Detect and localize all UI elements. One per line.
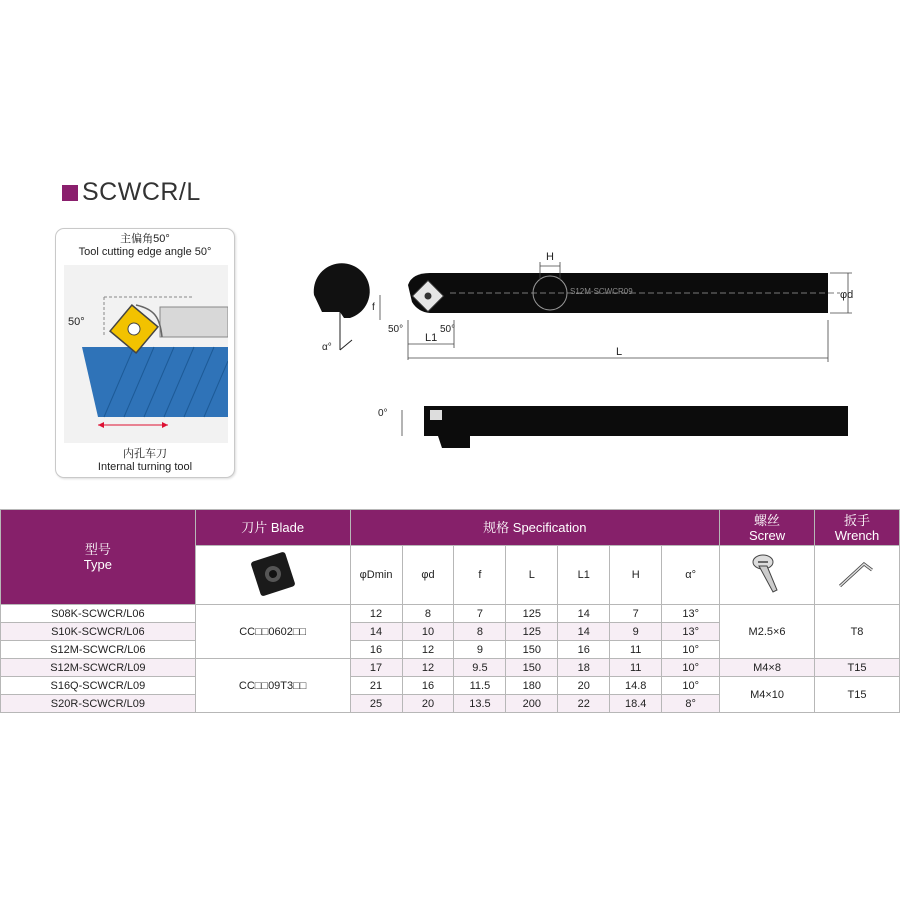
header-spec: 规格 Specification <box>350 510 720 546</box>
spec-cell: 9 <box>610 623 662 641</box>
blade-insert-icon <box>245 549 301 599</box>
screw-icon <box>747 552 787 596</box>
table-row <box>1 605 900 623</box>
label-L1: L1 <box>425 332 438 344</box>
col-header-4: L1 <box>558 546 610 605</box>
workpiece-shape <box>82 347 228 417</box>
spec-cell: 14 <box>558 605 610 623</box>
bar-side-view <box>468 406 848 436</box>
type-cell: S10K-SCWCR/L06 <box>1 623 196 641</box>
tool-drawing <box>300 240 900 470</box>
title-marker <box>62 185 78 201</box>
spec-cell: 8 <box>402 605 454 623</box>
screw-cell: M4×8 <box>720 659 815 677</box>
info-bottom-cn: 内孔车刀 <box>123 448 167 460</box>
header-blade: 刀片 Blade <box>195 510 350 546</box>
header-screw-en: Screw <box>748 527 786 543</box>
screw-cell: M2.5×6 <box>720 605 815 659</box>
col-header-2: f <box>454 546 506 605</box>
spec-cell: 13° <box>662 623 720 641</box>
table-row <box>1 677 900 695</box>
wrench-image-cell <box>815 546 900 605</box>
spec-cell: 13.5 <box>454 695 506 713</box>
diagram-shank <box>160 307 228 337</box>
insert-icon <box>110 305 158 353</box>
info-top-caption <box>56 233 234 259</box>
feed-arrow-head-right <box>162 422 168 428</box>
spec-cell: 7 <box>610 605 662 623</box>
spec-cell: 12 <box>402 641 454 659</box>
header-wrench-en: Wrench <box>834 527 880 543</box>
info-top-cn: 主偏角50° <box>120 233 170 245</box>
info-card <box>55 228 235 478</box>
header-screw <box>720 510 815 546</box>
col-header-5: H <box>610 546 662 605</box>
spec-cell: 25 <box>350 695 402 713</box>
spec-cell: 14 <box>558 623 610 641</box>
side-insert <box>430 410 442 420</box>
col-header-3: L <box>506 546 558 605</box>
spec-cell: 20 <box>558 677 610 695</box>
blade-image-cell <box>195 546 350 605</box>
spec-cell: 16 <box>558 641 610 659</box>
header-type-cn: 型号 <box>84 542 111 557</box>
header-type-en: Type <box>83 557 112 572</box>
label-L: L <box>616 346 623 358</box>
spec-cell: 7 <box>454 605 506 623</box>
spec-cell: 21 <box>350 677 402 695</box>
label-f: f <box>372 302 375 313</box>
spec-cell: 10 <box>402 623 454 641</box>
spec-cell: 125 <box>506 605 558 623</box>
spec-cell: 10° <box>662 659 720 677</box>
screw-cell: M4×10 <box>720 677 815 713</box>
spec-cell: 18 <box>558 659 610 677</box>
spec-cell: 22 <box>558 695 610 713</box>
col-header-6: α° <box>662 546 720 605</box>
spec-cell: 17 <box>350 659 402 677</box>
label-50-left: 50° <box>388 324 404 335</box>
spec-cell: 200 <box>506 695 558 713</box>
alpha-line <box>340 340 352 350</box>
header-wrench-cn: 扳手 <box>843 512 870 528</box>
cutting-diagram <box>64 265 228 443</box>
header-wrench <box>815 510 900 546</box>
wrench-cell: T8 <box>815 605 900 659</box>
type-cell: S20R-SCWCR/L09 <box>1 695 196 713</box>
section-title <box>62 178 201 207</box>
blade-cell: CC□□09T3□□ <box>195 659 350 713</box>
wrench-cell: T15 <box>815 677 900 713</box>
info-bottom-caption <box>56 448 234 474</box>
spec-cell: 20 <box>402 695 454 713</box>
feed-arrow-head-left <box>98 422 104 428</box>
type-cell: S12M-SCWCR/L06 <box>1 641 196 659</box>
table-row <box>1 659 900 677</box>
type-cell: S08K-SCWCR/L06 <box>1 605 196 623</box>
spec-cell: 16 <box>402 677 454 695</box>
spec-cell: 12 <box>402 659 454 677</box>
bar-text: S12M-SCWCR09 <box>570 287 633 296</box>
label-H: H <box>546 251 554 263</box>
wrench-cell: T15 <box>815 659 900 677</box>
angle-label: 50° <box>68 316 85 328</box>
spec-cell: 11 <box>610 659 662 677</box>
spec-cell: 11.5 <box>454 677 506 695</box>
spec-cell: 125 <box>506 623 558 641</box>
col-header-1: φd <box>402 546 454 605</box>
label-0: 0° <box>378 408 388 419</box>
col-header-0: φDmin <box>350 546 402 605</box>
header-type <box>1 510 196 605</box>
type-cell: S12M-SCWCR/L09 <box>1 659 196 677</box>
label-phi-d: φd <box>840 289 854 301</box>
spec-table <box>0 509 900 713</box>
spec-cell: 8 <box>454 623 506 641</box>
title-text: SCWCR/L <box>82 178 201 206</box>
label-alpha: α° <box>322 342 332 353</box>
type-cell: S16Q-SCWCR/L09 <box>1 677 196 695</box>
screw-image-cell <box>720 546 815 605</box>
blade-cell: CC□□0602□□ <box>195 605 350 659</box>
spec-cell: 150 <box>506 659 558 677</box>
info-bottom-en: Internal turning tool <box>97 461 193 473</box>
spec-cell: 16 <box>350 641 402 659</box>
spec-cell: 9.5 <box>454 659 506 677</box>
info-top-en: Tool cutting edge angle 50° <box>78 246 212 258</box>
spec-cell: 18.4 <box>610 695 662 713</box>
cutting-diagram-svg <box>64 265 228 443</box>
spec-cell: 180 <box>506 677 558 695</box>
spec-cell: 13° <box>662 605 720 623</box>
spec-cell: 150 <box>506 641 558 659</box>
spec-cell: 8° <box>662 695 720 713</box>
spec-cell: 10° <box>662 677 720 695</box>
spec-cell: 11 <box>610 641 662 659</box>
end-view-shape <box>314 263 370 318</box>
tool-drawing-svg <box>300 240 900 470</box>
spec-cell: 14.8 <box>610 677 662 695</box>
spec-cell: 12 <box>350 605 402 623</box>
header-screw-cn: 螺丝 <box>754 512 781 528</box>
wrench-icon <box>832 552 882 596</box>
spec-cell: 9 <box>454 641 506 659</box>
spec-cell: 10° <box>662 641 720 659</box>
spec-cell: 14 <box>350 623 402 641</box>
label-50-right: 50° <box>440 324 456 335</box>
